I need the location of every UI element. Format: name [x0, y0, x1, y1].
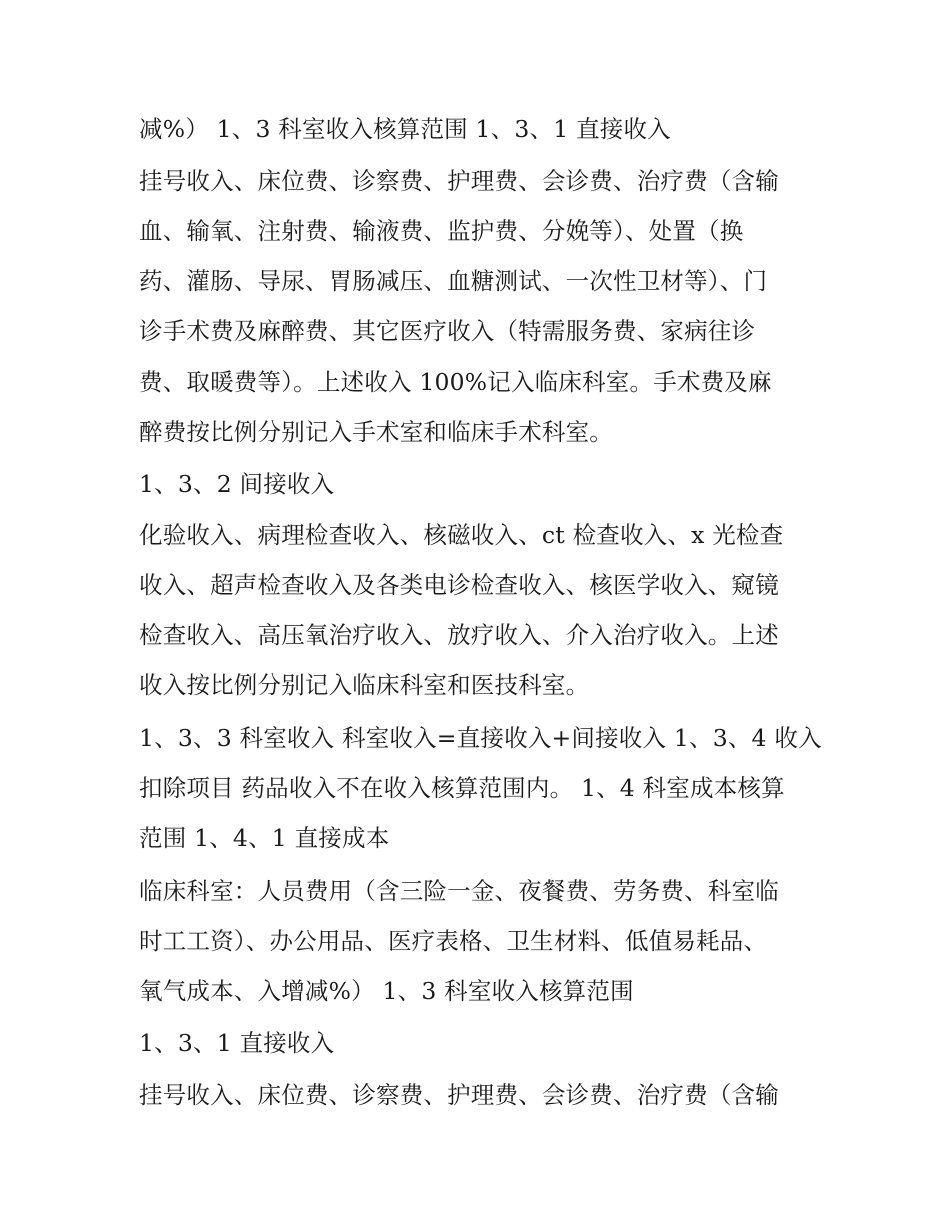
text-line: 临床科室：人员费用（含三险一金、夜餐费、劳务费、科室临 — [139, 877, 779, 905]
text-line: 1、3、3 科室收入 科室收入=直接收入+间接收入 1、3、4 收入 — [139, 724, 822, 752]
text-line: 范围 1、4、1 直接成本 — [139, 824, 390, 852]
text-line: 血、输氧、注射费、输液费、监护费、分娩等）、处置（换 — [139, 217, 744, 245]
text-line: 时工工资）、办公用品、医疗表格、卫生材料、低值易耗品、 — [139, 927, 768, 955]
text-line: 挂号收入、床位费、诊察费、护理费、会诊费、治疗费（含输 — [139, 1081, 779, 1109]
section-heading: 1、3、2 间接收入 — [139, 470, 335, 498]
text-line: 诊手术费及麻醉费、其它医疗收入（特需服务费、家病往诊 — [139, 317, 756, 345]
text-line: 收入按比例分别记入临床科室和医技科室。 — [139, 671, 590, 699]
text-line: 氧气成本、入增减%） 1、3 科室收入核算范围 — [139, 977, 634, 1005]
text-line: 费、取暖费等）。上述收入 100%记入临床科室。手术费及麻 — [139, 368, 772, 396]
text-line: 化验收入、病理检查收入、核磁收入、ct 检查收入、x 光检查 — [139, 521, 784, 549]
text-line: 检查收入、高压氧治疗收入、放疗收入、介入治疗收入。上述 — [139, 621, 779, 649]
text-line: 减%） 1、3 科室收入核算范围 1、3、1 直接收入 — [139, 115, 671, 143]
text-line: 收入、超声检查收入及各类电诊检查收入、核医学收入、窥镜 — [139, 571, 779, 599]
section-heading: 1、3、1 直接收入 — [139, 1029, 335, 1057]
text-line: 醉费按比例分别记入手术室和临床手术科室。 — [139, 418, 613, 446]
text-line: 挂号收入、床位费、诊察费、护理费、会诊费、治疗费（含输 — [139, 167, 779, 195]
text-line: 药、灌肠、导尿、胃肠减压、血糖测试、一次性卫材等）、门 — [139, 267, 768, 295]
text-line: 扣除项目 药品收入不在收入核算范围内。 1、4 科室成本核算 — [139, 774, 785, 802]
